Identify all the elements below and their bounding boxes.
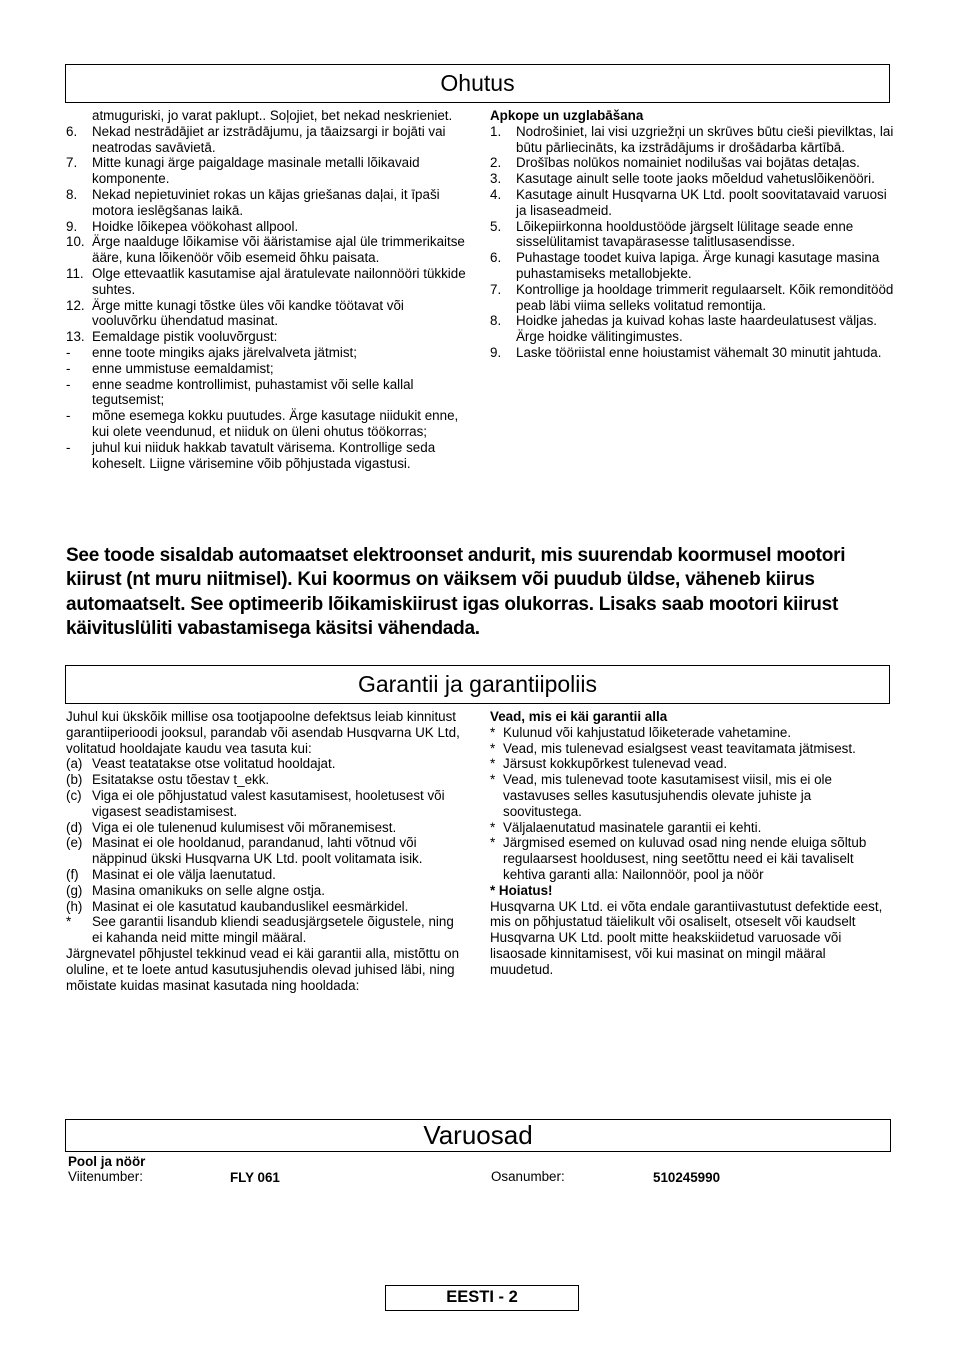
list-item-text: Ärge mitte kunagi tõstke üles või kandke töötavat või vooluvõrku ühendatud masinat. bbox=[92, 297, 404, 329]
list-item-text: Laske tööriistal enne hoiustamist vähemalt 30 minutit jahtuda. bbox=[516, 344, 882, 360]
warranty-conditions-list bbox=[66, 756, 464, 946]
list-item-text: Mitte kunagi ärge paigaldage masinale metalli lõikavaid komponente. bbox=[92, 155, 420, 187]
list-item-number: - bbox=[66, 439, 71, 455]
warranty-left-column bbox=[66, 709, 464, 993]
list-item bbox=[66, 835, 464, 867]
list-item-number: - bbox=[66, 360, 71, 376]
list-item bbox=[66, 914, 464, 946]
list-item-text: Veast teatatakse otse volitatud hooldajat. bbox=[92, 756, 336, 772]
list-item-text: See garantii lisandub kliendi seadusjärgsetele õigustele, ning ei kahanda neid mitte mingil määral. bbox=[92, 914, 454, 946]
list-item-text: enne toote mingiks ajaks järelvalveta jätmist; bbox=[92, 344, 357, 360]
list-item-number: 3. bbox=[490, 171, 502, 187]
warranty-right-column bbox=[490, 709, 892, 978]
safety-left-list bbox=[66, 108, 466, 471]
list-item-text: Masina omanikuks on selle algne ostja. bbox=[92, 882, 325, 898]
safety-left-column bbox=[66, 108, 466, 471]
list-item bbox=[66, 440, 466, 472]
list-item-number: (c) bbox=[66, 787, 82, 803]
list-item-number: 8. bbox=[490, 313, 502, 329]
list-item-number: * bbox=[490, 740, 496, 756]
list-item-text: enne seadme kontrollimist, puhastamist või selle kallal tegutsemist; bbox=[92, 376, 414, 408]
list-item bbox=[490, 725, 892, 741]
list-item-text: juhul kui niiduk hakkab tavatult värisema. Kontrollige seda koheselt. Liigne värisemine võib põhjustada vigastusi. bbox=[92, 439, 436, 471]
list-item-number: * bbox=[490, 724, 496, 740]
list-item-number bbox=[66, 108, 92, 124]
list-item bbox=[490, 250, 895, 282]
list-item bbox=[66, 788, 464, 820]
list-item-number: (d) bbox=[66, 819, 83, 835]
list-item-number: * bbox=[490, 756, 496, 772]
list-item-text: Vead, mis tulenevad esialgsest veast teavitamata jätmisest. bbox=[503, 740, 856, 756]
list-item-number: 2. bbox=[490, 155, 502, 171]
list-item-number: 8. bbox=[66, 186, 78, 202]
list-item-text: Olge ettevaatlik kasutamise ajal äratulevate nailonnööri tükkide suhtes. bbox=[92, 265, 466, 297]
list-item-number: * bbox=[66, 914, 72, 930]
list-item-number: (b) bbox=[66, 772, 83, 788]
list-item bbox=[490, 313, 895, 345]
list-item-text: Järsust kokkupõrkest tulenevad vead. bbox=[503, 756, 728, 772]
warranty-outro: Järgnevatel põhjustel tekkinud vead ei käi garantii alla, mistõttu on oluline, et te loete antud kasutusjuhendis olevad juhised läbi, ning mõistate kuidas masinat kasutada ning hooldada: bbox=[66, 945, 460, 993]
list-item-text: Viga ei ole põhjustatud valest kasutamisest, hooletusest või vigasest seadistamisest. bbox=[92, 787, 445, 819]
list-item bbox=[490, 155, 895, 171]
list-item bbox=[66, 883, 464, 899]
list-item bbox=[66, 219, 466, 235]
list-item-text: Nekad nestrādājiet ar izstrādājumu, ja tāaizsargi ir bojāti vai neatrodas savāvietā. bbox=[92, 123, 446, 155]
list-item-text: Kontrollige ja hooldage trimmerit regulaarselt. Kõik remonditööd peab läbi viima selleks volitatud remontija. bbox=[516, 281, 894, 313]
warranty-intro: Juhul kui ükskõik millise osa tootjapoolne defektsus leiab kinnitust garantiiperioodi jooksul, parandab või asendab Husqvarna UK Ltd, volitatud hooldajate kaudu vea tasuta kui: bbox=[66, 709, 460, 756]
list-item-number: 7. bbox=[66, 155, 78, 171]
list-item bbox=[66, 266, 466, 298]
list-item-number: 10. bbox=[66, 234, 85, 250]
list-item-number: * bbox=[490, 819, 496, 835]
safety-title: Ohutus bbox=[440, 70, 515, 96]
list-item bbox=[490, 756, 892, 772]
list-item-text: Hoidke lõikepea vöökohast allpool. bbox=[92, 218, 299, 234]
list-item bbox=[66, 155, 466, 187]
list-item-number: 13. bbox=[66, 329, 85, 345]
list-item bbox=[66, 756, 464, 772]
list-item-text: Masinat ei ole kasutatud kaubanduslikel eesmärkidel. bbox=[92, 898, 409, 914]
list-item bbox=[490, 772, 892, 819]
safety-title-box bbox=[65, 64, 890, 103]
list-item-number: (f) bbox=[66, 866, 79, 882]
list-item-text: Kasutage ainult selle toote jaoks mõeldud vahetuslõikenööri. bbox=[516, 171, 875, 187]
list-item-text: Masinat ei ole hooldanud, parandanud, lahti võtnud või näppinud ükski Husqvarna UK Ltd. poolt volitamata isik. bbox=[92, 835, 423, 867]
safety-right-column bbox=[490, 108, 895, 361]
list-item-text: Drošības nolūkos nomainiet nodilušas vai bojātas detaļas. bbox=[516, 155, 860, 171]
footer-page-label: EESTI - 2 bbox=[446, 1288, 518, 1306]
list-item bbox=[490, 124, 895, 156]
list-item bbox=[66, 329, 466, 345]
list-item-text: Viga ei ole tulenenud kulumisest või mõranemisest. bbox=[92, 819, 397, 835]
list-item-text: Kasutage ainult Husqvarna UK Ltd. poolt soovitatavaid varuosi ja lisaseadmeid. bbox=[516, 186, 887, 218]
exclusions-list bbox=[490, 725, 892, 883]
list-item-text: Hoidke jahedas ja kuivad kohas laste haardeulatusest väljas. Ärge hoidke välitingimustes. bbox=[516, 313, 878, 345]
list-item bbox=[490, 741, 892, 757]
list-item-text: Väljalaenutatud masinatele garantii ei kehti. bbox=[503, 819, 762, 835]
list-item bbox=[490, 282, 895, 314]
spare-item-heading: Pool ja nöör bbox=[68, 1154, 146, 1169]
list-item-number: 6. bbox=[66, 123, 78, 139]
list-item-text: Esitatakse ostu tõestav t_ekk. bbox=[92, 772, 270, 788]
part-value: 510245990 bbox=[653, 1170, 721, 1185]
list-item-number: 12. bbox=[66, 297, 85, 313]
list-item-number: 5. bbox=[490, 218, 502, 234]
list-item-number: (a) bbox=[66, 756, 83, 772]
notice-paragraph: See toode sisaldab automaatset elektroonset andurit, mis suurendab koormusel mootori kiirust (nt muru niitmisel). Kui koormus on väiksem või puudub üldse, väheneb kiirus automaatselt. See optimeerib lõikamiskiirust igas olukorras. Lisaks saab mootori kiirust käivituslüliti vabastamisega käsitsi vähendada. bbox=[66, 545, 846, 639]
list-item bbox=[66, 820, 464, 836]
list-item bbox=[66, 377, 466, 409]
list-item-number: - bbox=[66, 344, 71, 360]
list-item bbox=[66, 124, 466, 156]
list-item-text: enne ummistuse eemaldamist; bbox=[92, 360, 274, 376]
list-item-text: mõne esemega kokku puutudes. Ärge kasutage niidukit enne, kui olete veendunud, et niiduk on üleni ohutus töökorras; bbox=[92, 408, 459, 439]
spares-title-box bbox=[65, 1119, 891, 1152]
part-label: Osanumber: bbox=[491, 1169, 565, 1184]
ref-label: Viitenumber: bbox=[68, 1169, 143, 1184]
maintenance-list bbox=[490, 124, 895, 361]
list-item bbox=[66, 187, 466, 219]
list-item-text: Järgmised esemed on kuluvad osad ning nende eluiga sõltub regulaarsest hooldusest, ning seetõttu need ei käi tavaliselt kehtiva garanti alla: Nailonnöör, pool ja nöör bbox=[503, 835, 867, 882]
warning-heading: * Hoiatus! bbox=[490, 882, 553, 898]
list-item-number: - bbox=[66, 376, 71, 392]
list-item bbox=[490, 820, 892, 836]
list-item-number: 9. bbox=[490, 344, 502, 360]
list-item bbox=[66, 234, 466, 266]
exclusions-heading: Vead, mis ei käi garantii alla bbox=[490, 709, 668, 724]
ref-value: FLY 061 bbox=[230, 1170, 280, 1185]
list-item-text: Vead, mis tulenevad toote kasutamisest viisil, mis ei ole vastavuses selles kasutusjuhendis olevate juhiste ja soovitustega. bbox=[503, 772, 832, 819]
list-item-text: Nodrošiniet, lai visi uzgriežņi un skrūves būtu cieši pievilktas, lai būtu pārliecināts, ka izstrādājums ir drošādarba kārtībā. bbox=[516, 123, 894, 155]
spares-title: Varuosad bbox=[423, 1120, 533, 1150]
list-item-number: 6. bbox=[490, 250, 502, 266]
list-item bbox=[490, 187, 895, 219]
list-item-text: Ärge naalduge lõikamise või ääristamise ajal üle trimmerikaitse ääre, kuna lõikenöör võib esemeid õhku paisata. bbox=[92, 234, 465, 266]
list-item-text: Nekad nepietuviniet rokas un kājas griešanas daļai, it īpaši motora ieslēgšanas laikā. bbox=[92, 186, 440, 218]
list-item-text: Puhastage toodet kuiva lapiga. Ärge kunagi kasutage masina puhastamiseks metallobjekte. bbox=[516, 250, 880, 281]
list-item-number: (g) bbox=[66, 882, 83, 898]
list-item bbox=[66, 899, 464, 915]
list-item-number: (e) bbox=[66, 835, 83, 851]
maintenance-heading: Apkope un uzglabāšana bbox=[490, 108, 644, 123]
list-item bbox=[490, 345, 895, 361]
list-item-number: * bbox=[490, 835, 496, 851]
list-item-number: 4. bbox=[490, 186, 502, 202]
warranty-title-box bbox=[65, 665, 890, 704]
list-item bbox=[490, 171, 895, 187]
list-item bbox=[66, 345, 466, 361]
list-item bbox=[66, 867, 464, 883]
list-item bbox=[490, 835, 892, 882]
list-item-number: 9. bbox=[66, 218, 78, 234]
warning-text: Husqvarna UK Ltd. ei võta endale garantiivastutust defektide eest, mis on põhjustatud täielikult või osaliselt, otseselt või kaudselt Husqvarna UK Ltd. poolt mitte heakskiidetud varuosade või lisaosade kinnitamisest, või kui masinat on mingil määral muudetud. bbox=[490, 898, 883, 977]
list-item-number: - bbox=[66, 408, 71, 424]
list-item-text: atmuguriski, jo varat paklupt.. Soļojiet, bet nekad neskrieniet. bbox=[92, 108, 453, 123]
list-item-number: (h) bbox=[66, 898, 83, 914]
list-item-number: 7. bbox=[490, 281, 502, 297]
warranty-title: Garantii ja garantiipoliis bbox=[357, 671, 598, 697]
list-item-text: Lõikepiirkonna hooldustööde järgselt lülitage seade enne sisselülitamist tavapärasesse talitlusasendisse. bbox=[516, 218, 854, 250]
list-item-text: Masinat ei ole välja laenutatud. bbox=[92, 866, 276, 882]
footer-page-label-box bbox=[385, 1285, 579, 1311]
list-item-number: 1. bbox=[490, 123, 502, 139]
list-item-number: 11. bbox=[66, 265, 84, 281]
list-item bbox=[66, 298, 466, 330]
list-item bbox=[66, 408, 466, 440]
list-item-text: Eemaldage pistik vooluvõrgust: bbox=[92, 329, 278, 345]
list-item bbox=[66, 108, 466, 124]
list-item bbox=[66, 361, 466, 377]
list-item-text: Kulunud või kahjustatud lõiketerade vahetamine. bbox=[503, 724, 792, 740]
list-item-number: * bbox=[490, 772, 496, 788]
list-item bbox=[66, 772, 464, 788]
list-item bbox=[490, 219, 895, 251]
